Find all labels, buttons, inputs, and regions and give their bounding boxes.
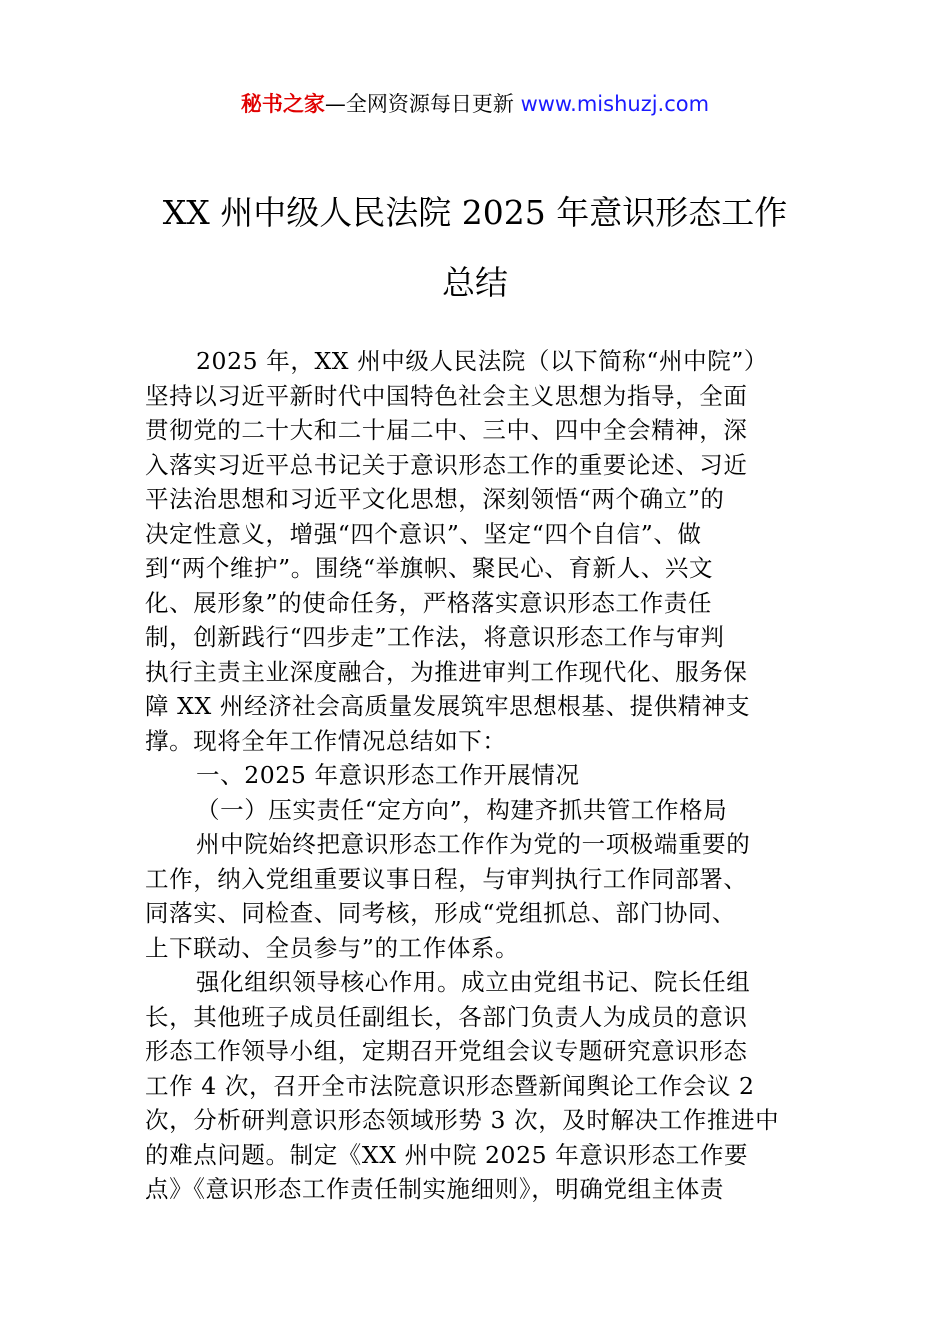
paragraph-line: 决定性意义，增强“四个意识”、坚定“四个自信”、做 [145, 519, 702, 548]
paragraph-line: 上下联动、全员参与”的工作体系。 [145, 933, 520, 962]
document-title [100, 178, 850, 318]
site-header [0, 88, 950, 120]
paragraph-line: 执行主责主业深度融合，为推进审判工作现代化、服务保 [145, 657, 748, 686]
paragraph-line: 制，创新践行“四步走”工作法，将意识形态工作与审判 [145, 623, 725, 651]
paragraph-line: 工作，纳入党组重要议事日程，与审判执行工作同部署、 [145, 864, 748, 893]
section-heading: 一、2025 年意识形态工作开展情况 [196, 761, 580, 789]
paragraph-line: 点》《意识形态工作责任制实施细则》，明确党组主体责 [145, 1175, 724, 1203]
paragraph-line: 形态工作领导小组，定期召开党组会议专题研究意识形态 [145, 1037, 748, 1065]
site-slogan: —全网资源每日更新 [324, 92, 514, 116]
paragraph-line: 州中院始终把意识形态工作作为党的一项极端重要的 [196, 830, 751, 858]
paragraph-line: 撑。现将全年工作情况总结如下： [145, 726, 507, 755]
document-body [145, 344, 810, 1207]
paragraph-line: 平法治思想和习近平文化思想，深刻领悟“两个确立”的 [145, 485, 725, 513]
paragraph-line: 次，分析研判意识形态领域形势 3 次，及时解决工作推进中 [145, 1106, 780, 1134]
paragraph-line: 的难点问题。制定《XX 州中院 2025 年意识形态工作要 [145, 1140, 749, 1169]
paragraph-line: 强化组织领导核心作用。成立由党组书记、院长任组 [196, 968, 751, 996]
site-url-link[interactable]: www.mishuzj.com [520, 92, 710, 116]
paragraph-line: 到“两个维护”。围绕“举旗帜、聚民心、育新人、兴文 [145, 554, 714, 582]
paragraph-line: 障 XX 州经济社会高质量发展筑牢思想根基、提供精神支 [145, 692, 751, 720]
paragraph-line: 2025 年，XX 州中级人民法院（以下简称“州中院”） [196, 347, 769, 375]
subsection-heading: （一）压实责任“定方向”，构建齐抓共管工作格局 [196, 795, 728, 824]
site-name: 秘书之家 [240, 92, 325, 116]
paragraph-line: 化、展形象”的使命任务，严格落实意识形态工作责任 [145, 588, 712, 617]
title-line-2: 总结 [442, 263, 508, 302]
title-line-1: XX 州中级人民法院 2025 年意识形态工作 [162, 193, 788, 232]
paragraph-line: 坚持以习近平新时代中国特色社会主义思想为指导，全面 [145, 381, 748, 410]
paragraph-line: 入落实习近平总书记关于意识形态工作的重要论述、习近 [145, 450, 748, 479]
paragraph-line: 长，其他班子成员任副组长，各部门负责人为成员的意识 [145, 1002, 748, 1031]
paragraph-line: 贯彻党的二十大和二十届二中、三中、四中全会精神，深 [145, 416, 748, 444]
paragraph-line: 同落实、同检查、同考核，形成“党组抓总、部门协同、 [145, 899, 737, 927]
paragraph-line: 工作 4 次，召开全市法院意识形态暨新闻舆论工作会议 2 [145, 1071, 755, 1100]
